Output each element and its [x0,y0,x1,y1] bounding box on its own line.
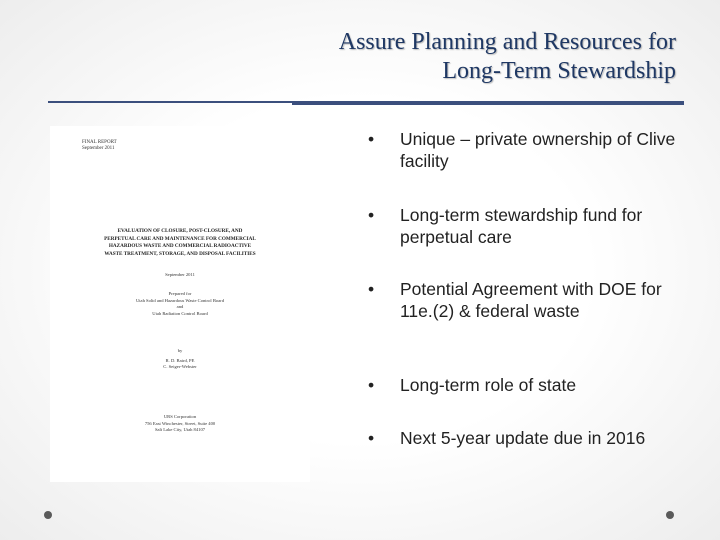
report-header [82,140,117,152]
company-address-1: 756 East Winchester, Street, Suite 400 [144,420,216,426]
bullet-marker: • [368,375,375,395]
report-status: FINAL REPORT [82,140,117,145]
bullet-item [368,427,688,449]
author-1: R. D. Baird, PE [165,357,195,363]
report-title [60,228,300,258]
bullet-item [368,278,688,322]
bullet-text: Next 5-year update due in 2016 [400,428,646,448]
bullet-text: Long-term role of state [400,375,577,395]
prepared-for-label: Prepared for [168,291,192,296]
author-2: C. Seiger-Webster [163,364,197,369]
report-date: September 2011 [165,272,195,277]
title-underline-accent [292,103,684,105]
report-title-line: EVALUATION OF CLOSURE, POST-CLOSURE, AND [117,228,243,234]
by-label: by [177,348,183,353]
bullet-item [368,374,688,396]
bullet-marker: • [368,428,375,448]
bullet-text: Long-term stewardship fund for perpetual care [400,205,643,247]
bullet-marker: • [368,279,375,299]
recipient-2: Utah Radiation Control Board [152,310,208,316]
and-text: and [176,304,184,309]
report-title-line: PERPETUAL CARE AND MAINTENANCE FOR COMMERCIAL [104,235,256,242]
company-block [60,414,300,434]
slide-title-line-1: Assure Planning and Resources for [338,29,676,55]
report-title-line: WASTE TREATMENT, STORAGE, AND DISPOSAL FACILITIES [104,250,256,257]
company-name: URS Corporation [163,414,197,419]
bullet-marker: • [368,205,375,225]
bullet-text: Potential Agreement with DOE for 11e.(2) & federal waste [400,279,662,321]
report-title-line: HAZARDOUS WASTE AND COMMERCIAL RADIOACTIVE [108,243,252,249]
slide-title [76,28,676,86]
authors-block [60,348,300,371]
corner-dot-left [44,511,52,519]
bullet-text: Unique – private ownership of Clive facility [400,129,676,171]
report-cover-image [50,126,310,482]
bullet-marker: • [368,129,375,149]
recipient-1: Utah Solid and Hazardous Waste Control Board [135,297,225,303]
bullet-item [368,128,688,172]
company-address-2: Salt Lake City, Utah 84107 [154,427,206,432]
bullet-item [368,204,688,248]
corner-dot-right [666,511,674,519]
slide-title-line-2: Long-Term Stewardship [442,58,676,84]
report-date-header: September 2011 [82,146,115,151]
prepared-for-block [60,291,300,317]
